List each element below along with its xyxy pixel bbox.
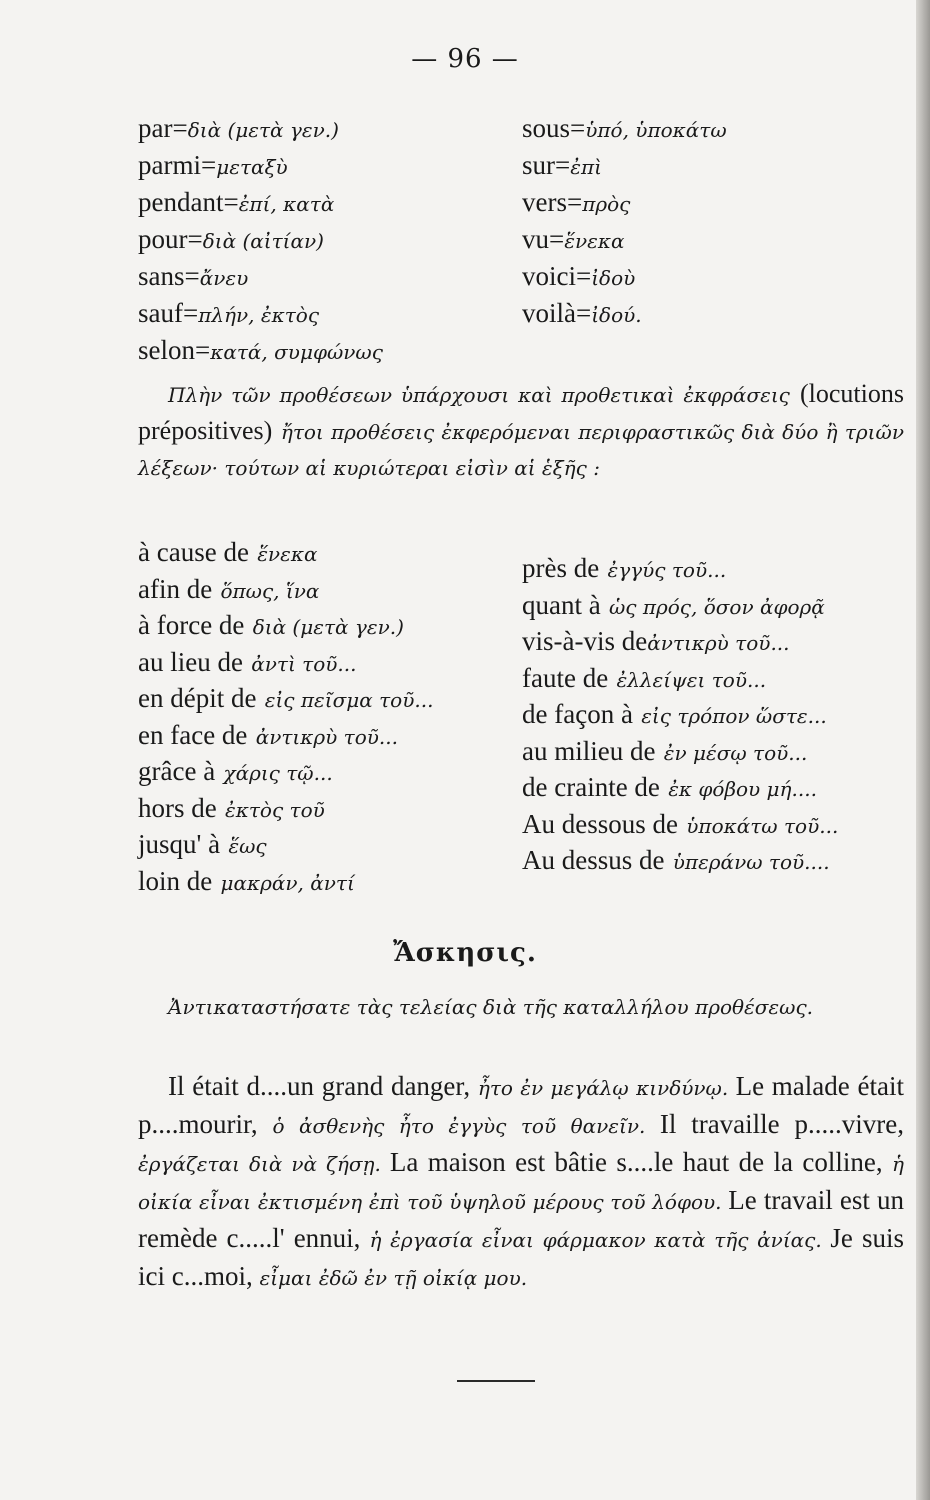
locutions-right-column <box>522 550 838 879</box>
exercise-instruction: Ἀντικαταστήσατε τὰς τελείας διὰ τῆς καταλλήλου προθέσεως. <box>168 995 814 1019</box>
intro-paragraph: Πλὴν τῶν προθέσεων ὑπάρχουσι καὶ προθετικαὶ ἐκφράσεις (locutions prépositives) ἤτοι προθέσεις ἐκφερόμεναι περιφραστικῶς διὰ δύο ἢ τριῶν λέξεων· τούτων αἱ κυριώτεραι εἰσὶν αἱ ἑξῆς : <box>138 379 904 480</box>
preposition-entry: voici=ἰδοὺ <box>522 261 636 291</box>
preposition-entry: sauf=πλήν, ἐκτὸς <box>138 298 320 328</box>
exercise-text: Il était d....un grand danger, ἦτο ἐν μεγάλῳ κινδύνῳ. Le malade était p....mourir, ὁ ἀσθενὴς ἦτο ἐγγὺς τοῦ θανεῖν. Il travaille p.....vivre, ἐργάζεται διὰ νὰ ζήσῃ. La maison est bâtie s....le haut de la colline, ἡ οἰκία εἶναι ἐκτισμένη ἐπὶ τοῦ ὑψηλοῦ μέρους τοῦ λόφου. Le travail est un remède c.....l' ennui, ἡ ἐργασία εἶναι φάρμακον κατὰ τῆς ἀνίας. Je suis ici c...moi, εἶμαι ἐδῶ ἐν τῇ οἰκίᾳ μου. <box>138 1071 905 1291</box>
locution-entry: Au dessous de ὑποκάτω τοῦ... <box>522 808 839 839</box>
prepositions-left-column <box>138 110 383 369</box>
preposition-entry: pendant=ἐπί, κατὰ <box>138 187 335 217</box>
locution-entry: au milieu de ἐν μέσῳ τοῦ... <box>522 735 808 766</box>
locution-entry: près de ἐγγύς τοῦ... <box>522 553 727 583</box>
preposition-entry: selon=κατά, συμφώνως <box>138 335 383 365</box>
locution-entry: à force de διὰ (μετὰ γεν.) <box>138 610 404 640</box>
preposition-entry: vu=ἕνεκα <box>522 224 625 254</box>
preposition-entry: sans=ἄνευ <box>138 261 249 291</box>
preposition-entry: vers=πρὸς <box>522 187 631 217</box>
locution-entry: à cause de ἕνεκα <box>138 537 318 567</box>
end-rule <box>457 1380 535 1382</box>
page-edge-shadow <box>916 0 930 1500</box>
locution-entry: quant à ὡς πρός, ὅσον ἀφορᾷ <box>522 589 825 620</box>
locution-entry: de crainte de ἐκ φόβου μή.... <box>522 772 817 802</box>
locution-entry: au lieu de ἀντὶ τοῦ... <box>138 646 357 677</box>
preposition-entry: par=διὰ (μετὰ γεν.) <box>138 113 339 143</box>
locution-entry: vis-à-vis deἀντικρὺ τοῦ... <box>522 626 790 656</box>
preposition-entry: parmi=μεταξὺ <box>138 150 288 180</box>
locution-entry: loin de μακράν, ἀντί <box>138 865 355 896</box>
preposition-entry: sous=ὑπό, ὑποκάτω <box>522 113 727 143</box>
locutions-left-column <box>138 534 433 899</box>
locution-entry: hors de ἐκτὸς τοῦ <box>138 792 325 823</box>
preposition-entry: voilà=ἰδού. <box>522 298 642 328</box>
preposition-entry: sur=ἐπὶ <box>522 150 602 180</box>
locution-entry: de façon à εἰς τρόπον ὥστε... <box>522 699 827 729</box>
locution-entry: grâce à χάρις τῷ... <box>138 756 333 786</box>
preposition-entry: pour=διὰ (αἰτίαν) <box>138 224 324 254</box>
locution-entry: Au dessus de ὑπεράνω τοῦ.... <box>522 845 830 875</box>
locution-entry: faute de ἐλλείψει τοῦ... <box>522 662 767 693</box>
exercise-heading: Ἄσκησις. <box>393 938 537 968</box>
locution-entry: jusqu' à ἕως <box>138 829 267 859</box>
locution-entry: en dépit de εἰς πεῖσμα τοῦ... <box>138 683 434 713</box>
page-number: — 96 — <box>411 44 519 74</box>
locution-entry: afin de ὅπως, ἵνα <box>138 573 320 604</box>
prepositions-right-column <box>522 110 727 332</box>
locution-entry: en face de ἀντικρὺ τοῦ... <box>138 719 398 750</box>
